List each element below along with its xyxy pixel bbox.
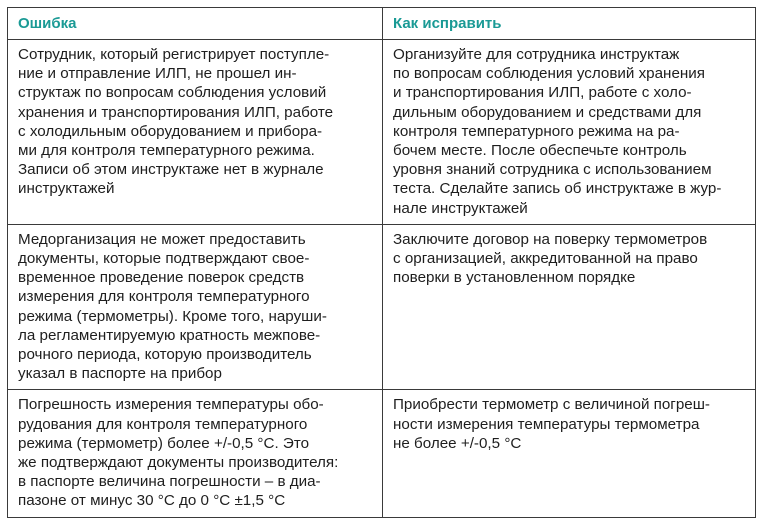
error-cell-line: пазоне от минус 30 °С до 0 °С ±1,5 °С xyxy=(18,492,286,510)
fix-cell-line: ности измерения температуры термометра xyxy=(393,415,700,433)
error-cell-line: ние и отправление ИЛП, не прошел ин- xyxy=(18,65,297,83)
fix-cell xyxy=(383,390,756,517)
table-row xyxy=(8,224,756,390)
error-cell-line: Записи об этом инструктаже нет в журнале xyxy=(18,161,324,179)
error-cell-line: документы, которые подтверждают свое- xyxy=(18,250,310,268)
fix-cell-line: уровня знаний сотрудника с использованием xyxy=(393,161,712,179)
error-cell-line: же подтверждают документы производителя: xyxy=(18,454,339,472)
fix-cell xyxy=(383,40,756,225)
error-cell-line: в паспорте величина погрешности – в диа- xyxy=(18,473,321,491)
error-cell xyxy=(8,390,383,517)
table-row xyxy=(8,40,756,225)
fix-cell-line: Организуйте для сотрудника инструктаж xyxy=(393,46,680,63)
fix-cell-line: Приобрести термометр с величиной погреш- xyxy=(393,396,710,414)
error-cell-line: ла регламентируемую кратность межпове- xyxy=(18,326,321,344)
fix-cell-line: бочем месте. После обеспечьте контроль xyxy=(393,142,687,160)
fix-cell-line: поверки в установленном порядке xyxy=(393,269,636,287)
table-row xyxy=(8,390,756,517)
fix-cell-line: нале инструктажей xyxy=(393,199,528,217)
error-cell xyxy=(8,224,383,390)
error-cell-line: указал в паспорте на прибор xyxy=(18,365,222,383)
error-cell-line: Медорганизация не может предоставить xyxy=(18,230,306,248)
fix-cell xyxy=(383,224,756,390)
error-cell-line: режима (термометр) более +/-0,5 °С. Это xyxy=(18,434,310,452)
error-cell-line: с холодильным оборудованием и прибора- xyxy=(18,122,323,140)
errors-table xyxy=(7,7,756,518)
error-cell-line: рочного периода, которую производитель xyxy=(18,346,312,364)
errors-table-container xyxy=(7,7,755,518)
fix-cell-line: с организацией, аккредитованной на право xyxy=(393,250,698,268)
fix-cell-line: не более +/-0,5 °С xyxy=(393,434,522,452)
error-cell-line: инструктажей xyxy=(18,180,115,198)
error-cell-line: временное проведение поверок средств xyxy=(18,269,305,287)
error-cell xyxy=(8,40,383,225)
error-cell-line: измерения для контроля температурного xyxy=(18,288,310,306)
error-cell-line: Сотрудник, который регистрирует поступле- xyxy=(18,46,330,63)
error-cell-line: Погрешность измерения температуры обо- xyxy=(18,396,324,414)
error-cell-line: рудования для контроля температурного xyxy=(18,415,308,433)
fix-cell-line: по вопросам соблюдения условий хранения xyxy=(393,65,705,83)
error-cell-line: режима (термометры). Кроме того, наруши- xyxy=(18,307,327,325)
fix-cell-line: теста. Сделайте запись об инструктаже в жур- xyxy=(393,180,722,198)
header-error: Ошибка xyxy=(8,8,383,40)
fix-cell-line: Заключите договор на поверку термометров xyxy=(393,230,708,248)
header-fix: Как исправить xyxy=(383,8,756,40)
error-cell-line: структаж по вопросам соблюдения условий xyxy=(18,84,327,102)
fix-cell-line: контроля температурного режима на ра- xyxy=(393,122,680,140)
fix-cell-line: дильным оборудованием и средствами для xyxy=(393,103,702,121)
table-body xyxy=(8,40,756,518)
table-header-row xyxy=(8,8,756,40)
error-cell-line: хранения и транспортирования ИЛП, работе xyxy=(18,103,334,121)
fix-cell-line: и транспортирования ИЛП, работе с холо- xyxy=(393,84,692,102)
error-cell-line: ми для контроля температурного режима. xyxy=(18,142,315,160)
